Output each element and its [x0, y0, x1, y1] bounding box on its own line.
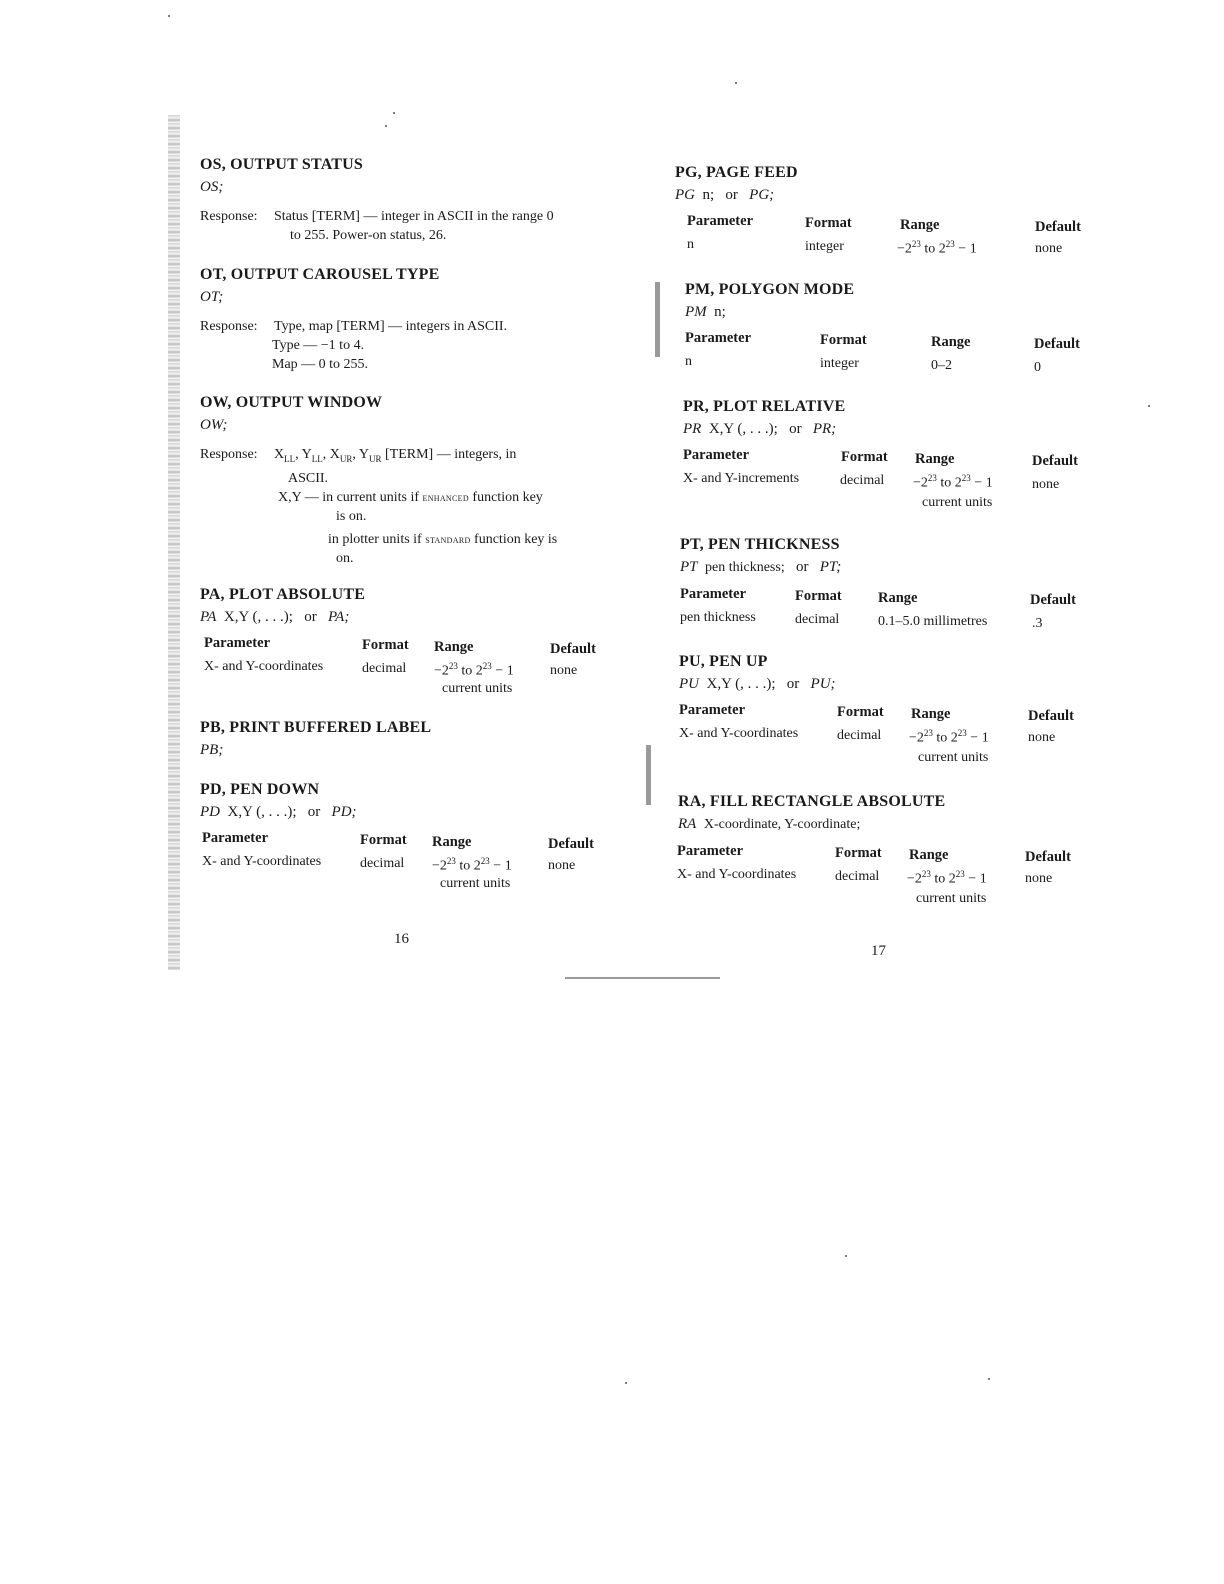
- parameter-table: [200, 830, 620, 900]
- y-symbol: Y: [301, 447, 312, 462]
- left-page: [200, 155, 620, 930]
- default-cell: none: [1032, 477, 1060, 492]
- range-text: − 1: [970, 730, 989, 746]
- response-line: is on.: [336, 508, 367, 524]
- col-header-range: Range: [432, 834, 472, 850]
- col-header-default: Default: [1028, 708, 1074, 724]
- range-cell: [913, 473, 993, 492]
- section-title: PD, PEN DOWN: [200, 781, 320, 798]
- pg-section: [675, 163, 1115, 280]
- range-cell: [897, 239, 977, 258]
- format-cell: decimal: [835, 869, 880, 884]
- speck: [393, 112, 395, 114]
- exponent: 23: [911, 239, 921, 249]
- col-header-range: Range: [434, 639, 474, 655]
- col-header-format: Format: [805, 215, 852, 231]
- syntax-args: X,Y (, . . .);: [227, 804, 297, 820]
- response-line: Type — −1 to 4.: [272, 338, 365, 353]
- pb-section: [200, 718, 620, 780]
- range-cell: [434, 661, 514, 680]
- section-title: PM, POLYGON MODE: [685, 281, 855, 298]
- param-cell: X- and Y-coordinates: [204, 659, 324, 674]
- response-line: Status [TERM] — integer in ASCII in the range 0: [274, 209, 554, 224]
- range-cell: 0–2: [931, 358, 952, 373]
- param-cell: n: [685, 354, 692, 369]
- syntax-command: PR: [683, 421, 702, 437]
- gutter-mark: [646, 745, 651, 805]
- pu-section: [675, 652, 1115, 792]
- col-header-format: Format: [835, 845, 882, 861]
- page-number-right: 17: [871, 943, 886, 959]
- section-title: PG, PAGE FEED: [675, 164, 798, 181]
- col-header-format: Format: [841, 449, 888, 465]
- pd-section: [200, 780, 620, 930]
- col-header-format: Format: [362, 637, 409, 653]
- range-text: − 1: [958, 241, 977, 257]
- col-header-default: Default: [1032, 453, 1078, 469]
- col-header-parameter: Parameter: [687, 213, 754, 229]
- ow-section: [200, 393, 620, 585]
- parameter-table: [675, 213, 1115, 263]
- parameter-table: [675, 447, 1115, 519]
- format-cell: integer: [805, 239, 844, 254]
- syntax: [678, 814, 1115, 835]
- section-title: PB, PRINT BUFFERED LABEL: [200, 719, 432, 736]
- col-header-parameter: Parameter: [679, 702, 746, 718]
- col-header-parameter: Parameter: [685, 330, 752, 346]
- parameter-table: [200, 635, 620, 705]
- section-title: OW, OUTPUT WINDOW: [200, 394, 383, 411]
- param-cell: X- and Y-coordinates: [677, 867, 797, 882]
- default-cell: none: [1028, 730, 1056, 745]
- syntax-command: PD: [200, 804, 220, 820]
- response-text: function key: [472, 489, 543, 505]
- speck: [168, 15, 170, 17]
- section-title: OS, OUTPUT STATUS: [200, 156, 364, 173]
- range-units: current units: [918, 750, 989, 765]
- range-text: −2: [909, 730, 924, 746]
- parameter-table: [675, 330, 1115, 380]
- speck: [988, 1378, 990, 1380]
- syntax-alt: PG;: [749, 187, 775, 203]
- response-label: Response:: [200, 209, 258, 224]
- exponent: 23: [927, 473, 937, 483]
- default-cell: none: [550, 663, 578, 678]
- col-header-format: Format: [795, 588, 842, 604]
- range-text: to 2: [461, 663, 483, 679]
- response-line: [328, 530, 620, 549]
- subscript: UR: [339, 453, 353, 464]
- range-text: to 2: [459, 858, 481, 874]
- format-cell: decimal: [360, 856, 405, 871]
- section-title: PA, PLOT ABSOLUTE: [200, 586, 366, 603]
- speck: [385, 125, 387, 127]
- col-header-default: Default: [1035, 219, 1081, 235]
- col-header-range: Range: [931, 334, 971, 350]
- range-text: − 1: [968, 871, 987, 887]
- syntax-command: OS;: [200, 179, 224, 195]
- syntax-alt: PR;: [812, 421, 837, 437]
- col-header-default: Default: [1030, 592, 1076, 608]
- syntax-args: X-coordinate, Y-coordinate;: [703, 817, 861, 832]
- syntax-command: OT;: [200, 289, 224, 305]
- response-line: to 255. Power-on status, 26.: [290, 228, 447, 243]
- col-header-parameter: Parameter: [680, 586, 747, 602]
- response-line: $X_{LL}$, $Y_{LL}$, $X_{UR}$, $Y_{UR}$ [TERM] — integers, in: [274, 447, 517, 464]
- col-header-default: Default: [548, 836, 594, 852]
- exponent: 23: [446, 856, 456, 866]
- format-cell: decimal: [795, 612, 840, 627]
- syntax-args: X,Y (, . . .);: [708, 421, 778, 437]
- syntax-alt: PD;: [331, 804, 357, 820]
- range-text: − 1: [974, 475, 993, 491]
- syntax: [200, 802, 620, 822]
- syntax: [200, 415, 620, 435]
- syntax-command: PB;: [200, 742, 224, 758]
- response-line: ASCII.: [288, 470, 329, 486]
- col-header-range: Range: [911, 706, 951, 722]
- pt-section: [675, 535, 1115, 652]
- range-text: −2: [434, 663, 449, 679]
- syntax-args: pen thickness;: [705, 560, 785, 575]
- exponent: 23: [921, 869, 931, 879]
- range-text: to 2: [940, 475, 962, 491]
- pr-section: [675, 397, 1115, 535]
- right-page: [675, 163, 1115, 927]
- range-text: to 2: [936, 730, 958, 746]
- col-header-range: Range: [915, 451, 955, 467]
- syntax-args: n;: [702, 187, 715, 203]
- os-section: [200, 155, 620, 265]
- section-title: PU, PEN UP: [679, 653, 768, 670]
- syntax: [200, 740, 620, 760]
- section-title: RA, FILL RECTANGLE ABSOLUTE: [678, 793, 946, 810]
- col-header-parameter: Parameter: [204, 635, 271, 651]
- standard-key-label: standard: [425, 531, 471, 546]
- response-text: in plotter units if: [328, 531, 422, 547]
- response-text: X,Y — in current units if: [278, 489, 420, 505]
- exponent: 23: [961, 473, 971, 483]
- syntax-command: RA: [678, 816, 697, 832]
- syntax: [680, 557, 1115, 578]
- syntax-command: PG: [675, 187, 695, 203]
- syntax: [200, 177, 620, 197]
- gutter-mark: [655, 282, 660, 357]
- default-cell: none: [548, 858, 576, 873]
- range-text: −2: [907, 871, 922, 887]
- col-header-range: Range: [878, 590, 918, 606]
- param-cell: X- and Y-coordinates: [679, 726, 799, 741]
- range-units: current units: [442, 681, 513, 696]
- default-cell: none: [1025, 871, 1053, 886]
- response-text: function key is: [474, 531, 558, 547]
- speck: [845, 1255, 847, 1257]
- range-cell: [909, 728, 989, 747]
- syntax-command: PA: [200, 609, 217, 625]
- syntax-alt: PU;: [810, 676, 836, 692]
- response-label: Response:: [200, 319, 258, 334]
- exponent: 23: [482, 661, 492, 671]
- format-cell: decimal: [362, 661, 407, 676]
- syntax-alt: PA;: [327, 609, 350, 625]
- syntax-args: X,Y (, . . .);: [223, 609, 293, 625]
- syntax-or: or: [725, 187, 738, 203]
- ra-section: [675, 792, 1115, 927]
- col-header-format: Format: [820, 332, 867, 348]
- pm-section: [675, 280, 1115, 397]
- col-header-range: Range: [909, 847, 949, 863]
- range-cell: 0.1–5.0 millimetres: [878, 614, 988, 629]
- col-header-parameter: Parameter: [677, 843, 744, 859]
- range-text: to 2: [934, 871, 956, 887]
- range-text: −2: [897, 241, 912, 257]
- default-cell: .3: [1032, 616, 1043, 631]
- section-title: PT, PEN THICKNESS: [680, 536, 840, 553]
- response-line: Type, map [TERM] — integers in ASCII.: [274, 319, 508, 334]
- param-cell: X- and Y-increments: [683, 471, 800, 486]
- ot-section: [200, 265, 620, 393]
- pa-section: [200, 585, 620, 718]
- binding-edge-shadow: [168, 115, 180, 970]
- parameter-table: [675, 702, 1115, 774]
- syntax: [685, 302, 1115, 322]
- col-header-default: Default: [1034, 336, 1080, 352]
- col-header-format: Format: [360, 832, 407, 848]
- page-number-left: 16: [394, 931, 409, 947]
- range-units: current units: [440, 876, 511, 891]
- range-text: −2: [913, 475, 928, 491]
- syntax-command: OW;: [200, 417, 228, 433]
- col-header-range: Range: [900, 217, 940, 233]
- param-cell: X- and Y-coordinates: [202, 854, 322, 869]
- exponent: 23: [448, 661, 458, 671]
- x-symbol: X: [274, 447, 285, 462]
- section-title: OT, OUTPUT CAROUSEL TYPE: [200, 266, 440, 283]
- response: [200, 445, 620, 568]
- exponent: 23: [945, 239, 955, 249]
- range-units: current units: [922, 495, 993, 510]
- range-text: − 1: [493, 858, 512, 874]
- speck: [735, 82, 737, 84]
- format-cell: integer: [820, 356, 859, 371]
- col-header-default: Default: [1025, 849, 1071, 865]
- exponent: 23: [957, 728, 967, 738]
- param-cell: n: [687, 237, 694, 252]
- range-text: −2: [432, 858, 447, 874]
- exponent: 23: [480, 856, 490, 866]
- syntax: [675, 185, 1115, 205]
- subscript: LL: [284, 453, 296, 464]
- exponent: 23: [955, 869, 965, 879]
- parameter-table: [675, 586, 1115, 636]
- response: [200, 207, 620, 245]
- y-symbol: Y: [358, 447, 369, 462]
- speck: [1148, 405, 1150, 407]
- syntax: [679, 674, 1115, 694]
- syntax-args: n;: [714, 304, 726, 320]
- default-cell: none: [1035, 241, 1063, 256]
- scan-line: [565, 977, 720, 979]
- range-cell: [432, 856, 512, 875]
- syntax-args: X,Y (, . . .);: [706, 676, 776, 692]
- syntax-command: PM: [685, 304, 707, 320]
- param-cell: pen thickness: [680, 610, 756, 625]
- syntax: [683, 419, 1115, 439]
- subscript: LL: [311, 453, 323, 464]
- range-text: − 1: [495, 663, 514, 679]
- syntax-or: or: [307, 804, 321, 820]
- syntax-command: PT: [680, 559, 698, 575]
- response-line: on.: [336, 550, 354, 566]
- section-title: PR, PLOT RELATIVE: [683, 398, 846, 415]
- col-header-parameter: Parameter: [683, 447, 750, 463]
- response-line: Map — 0 to 255.: [272, 357, 369, 372]
- enhanced-key-label: enhanced: [422, 489, 469, 504]
- subscript: UR: [368, 453, 382, 464]
- response-label: Response:: [200, 447, 258, 462]
- col-header-parameter: Parameter: [202, 830, 269, 846]
- syntax-or: or: [304, 609, 317, 625]
- range-text: to 2: [924, 241, 946, 257]
- format-cell: decimal: [840, 473, 885, 488]
- response-text: [TERM] — integers, in: [385, 447, 517, 462]
- syntax-or: or: [795, 559, 809, 575]
- x-symbol: X: [329, 447, 340, 462]
- syntax-command: PU: [679, 676, 699, 692]
- exponent: 23: [923, 728, 933, 738]
- default-cell: 0: [1034, 360, 1041, 375]
- format-cell: decimal: [837, 728, 882, 743]
- speck: [625, 1382, 627, 1384]
- syntax: [200, 287, 620, 307]
- response: [200, 317, 620, 374]
- response-line: [278, 488, 620, 507]
- col-header-default: Default: [550, 641, 596, 657]
- range-cell: [907, 869, 987, 888]
- parameter-table: [675, 843, 1115, 915]
- col-header-format: Format: [837, 704, 884, 720]
- syntax-or: or: [789, 421, 802, 437]
- syntax-or: or: [786, 676, 800, 692]
- range-units: current units: [916, 891, 987, 906]
- syntax-alt: PT;: [819, 559, 842, 575]
- syntax: [200, 607, 620, 627]
